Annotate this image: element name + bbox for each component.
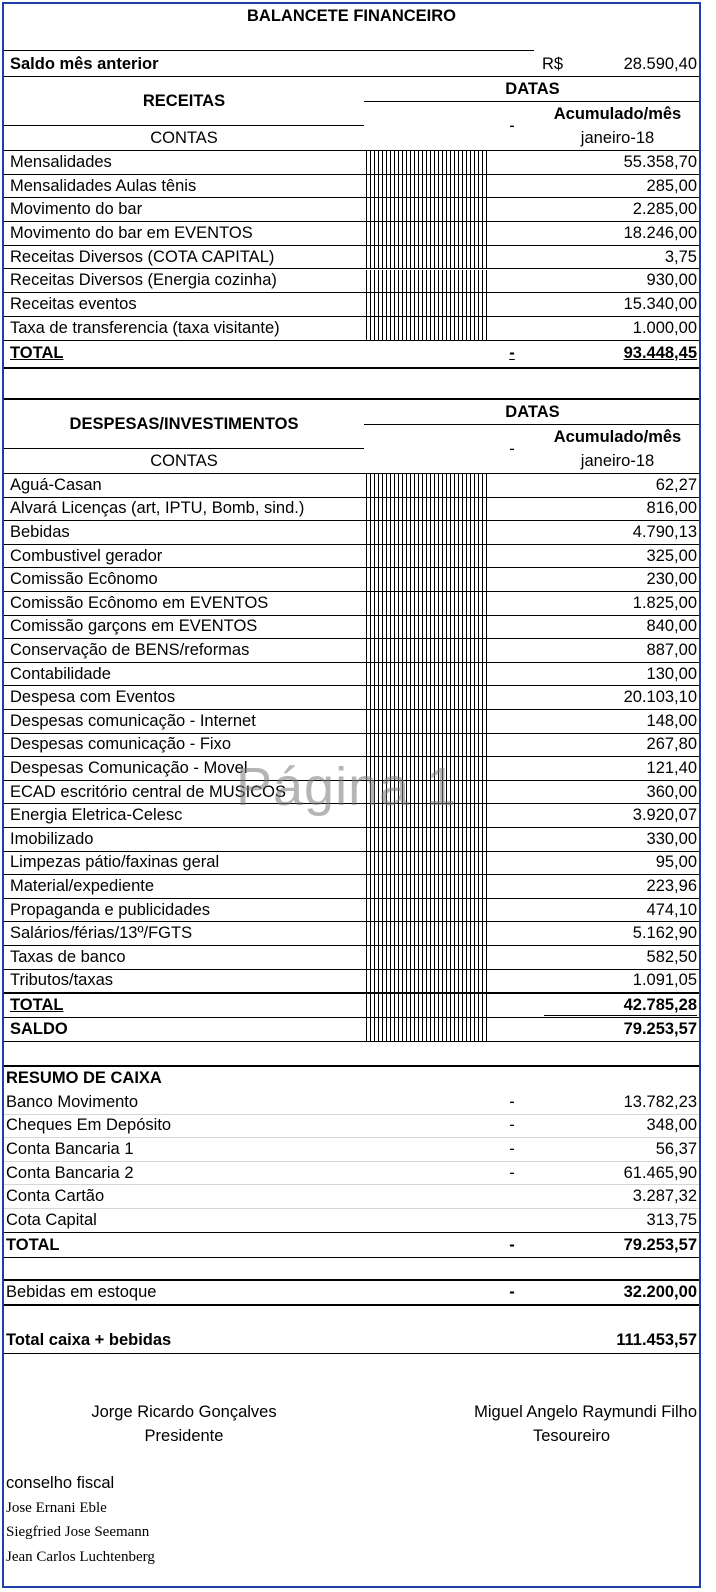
resumo-heading: RESUMO DE CAIXA: [6, 1069, 162, 1087]
conselho-heading: conselho fiscal: [6, 1473, 115, 1492]
despesa-row: [4, 545, 699, 569]
despesa-value: 887,00: [646, 640, 697, 659]
estoque-row: [4, 1281, 699, 1304]
despesa-label: Salários/férias/13º/FGTS: [10, 924, 193, 943]
despesa-label: Imobilizado: [10, 829, 94, 848]
despesa-label: Bebidas: [10, 522, 70, 541]
despesa-value: 5.162,90: [632, 924, 697, 943]
datas-hatch-cell: [366, 222, 488, 245]
despesa-value: 582,50: [646, 947, 697, 966]
datas-hatch-cell: [366, 828, 488, 851]
receita-label: Mensalidades: [10, 152, 112, 171]
despesa-row: [4, 521, 699, 545]
despesa-label: Despesas comunicação - Fixo: [10, 735, 232, 754]
despesa-value: 223,96: [646, 876, 697, 895]
resumo-row: [4, 1138, 699, 1162]
datas-hatch-cell: [366, 474, 488, 497]
despesa-label: Contabilidade: [10, 664, 111, 683]
receitas-total-dash: -: [509, 344, 515, 362]
datas-hatch-cell: [366, 545, 488, 568]
despesa-label: Aguá-Casan: [10, 475, 102, 494]
despesa-row: [4, 710, 699, 734]
resumo-label: Cheques Em Depósito: [6, 1116, 172, 1135]
receita-value: 2.285,00: [632, 200, 697, 219]
resumo-total-dash: -: [509, 1235, 515, 1254]
datas-hatch-cell: [366, 151, 488, 174]
despesas-contas-label: CONTAS: [150, 451, 218, 470]
conselho-member-row: [4, 1521, 699, 1546]
receita-row: [4, 175, 699, 199]
datas-hatch-cell: [366, 922, 488, 945]
resumo-row: [4, 1162, 699, 1186]
datas-hatch-cell: [366, 875, 488, 898]
resumo-row: [4, 1115, 699, 1139]
total-geral-label: Total caixa + bebidas: [6, 1330, 172, 1349]
despesa-row: [4, 474, 699, 498]
receita-value: 930,00: [646, 271, 697, 290]
despesa-label: Material/expediente: [10, 876, 155, 895]
tesoureiro-name: Miguel Angelo Raymundi Filho: [474, 1402, 697, 1421]
despesa-row: [4, 875, 699, 899]
receita-row: [4, 246, 699, 270]
despesas-heading: DESPESAS/INVESTIMENTOS: [69, 414, 299, 433]
despesa-value: 360,00: [646, 782, 697, 801]
datas-hatch-cell: [366, 270, 488, 293]
despesa-label: Tributos/taxas: [10, 971, 114, 990]
despesas-acumulado-label: Acumulado/mês: [553, 427, 682, 446]
receita-row: [4, 222, 699, 246]
despesa-row: [4, 639, 699, 663]
estoque-label: Bebidas em estoque: [6, 1283, 157, 1301]
signature-roles-row: [4, 1424, 699, 1448]
despesa-value: 148,00: [646, 711, 697, 730]
resumo-label: Banco Movimento: [6, 1092, 139, 1111]
despesa-label: Alvará Licenças (art, IPTU, Bomb, sind.): [10, 499, 305, 518]
despesa-label: Despesa com Eventos: [10, 688, 176, 707]
despesa-row: [4, 899, 699, 923]
receita-row: [4, 317, 699, 341]
title-row: [4, 4, 699, 28]
receita-value: 15.340,00: [623, 295, 697, 314]
despesa-row: [4, 781, 699, 805]
despesa-value: 325,00: [646, 546, 697, 565]
receita-row: [4, 151, 699, 175]
datas-hatch-cell: [366, 616, 488, 639]
resumo-value: 3.287,32: [632, 1187, 697, 1206]
presidente-role: Presidente: [144, 1426, 224, 1445]
conselho-member-name: Jean Carlos Luchtenberg: [6, 1548, 155, 1565]
datas-hatch-cell: [366, 175, 488, 198]
despesa-value: 840,00: [646, 617, 697, 636]
datas-hatch-cell: [366, 899, 488, 922]
datas-hatch-cell: [366, 946, 488, 969]
datas-hatch-cell: [366, 521, 488, 544]
resumo-dash: [490, 1185, 534, 1208]
resumo-dash: [490, 1209, 534, 1232]
resumo-label: Conta Bancaria 1: [6, 1139, 134, 1158]
despesa-row: [4, 663, 699, 687]
resumo-row: [4, 1091, 699, 1115]
datas-hatch-cell: [366, 198, 488, 221]
total-geral-value: 111.453,57: [616, 1330, 697, 1349]
receita-label: Receitas Diversos (Energia cozinha): [10, 271, 277, 290]
receitas-heading: RECEITAS: [142, 91, 226, 110]
datas-hatch-cell: [366, 246, 488, 269]
despesas-dash: -: [509, 439, 515, 458]
despesa-label: Combustivel gerador: [10, 546, 163, 565]
total-geral-row: [4, 1328, 699, 1352]
despesa-value: 230,00: [646, 570, 697, 589]
saldo-anterior-label: Saldo mês anterior: [10, 54, 159, 73]
receita-label: Taxa de transferencia (taxa visitante): [10, 318, 280, 337]
balancete-sheet: [2, 2, 701, 1588]
despesa-row: [4, 970, 699, 994]
despesa-row: [4, 757, 699, 781]
conselho-member-name: Siegfried Jose Seemann: [6, 1524, 150, 1541]
despesa-value: 330,00: [646, 829, 697, 848]
datas-hatch-cell: [366, 781, 488, 804]
signature-names-row: [4, 1400, 699, 1424]
despesa-row: [4, 616, 699, 640]
receita-row: [4, 293, 699, 317]
resumo-value: 61.465,90: [623, 1163, 697, 1182]
resumo-row: [4, 1209, 699, 1233]
despesas-month-label: janeiro-18: [580, 451, 655, 470]
resumo-value: 313,75: [646, 1210, 697, 1229]
resumo-value: 348,00: [646, 1116, 697, 1135]
despesa-value: 4.790,13: [632, 522, 697, 541]
resumo-label: Cota Capital: [6, 1210, 97, 1229]
receita-value: 3,75: [664, 247, 697, 266]
receitas-total-label: TOTAL: [10, 344, 64, 362]
resumo-total-label: TOTAL: [6, 1235, 60, 1254]
despesa-value: 95,00: [655, 853, 697, 872]
despesa-row: [4, 592, 699, 616]
despesa-row: [4, 498, 699, 522]
despesa-row: [4, 922, 699, 946]
datas-hatch-cell: [366, 498, 488, 521]
despesa-label: Taxas de banco: [10, 947, 126, 966]
datas-hatch-cell: [366, 1018, 488, 1041]
despesa-value: 816,00: [646, 499, 697, 518]
datas-hatch-cell: [366, 757, 488, 780]
receita-label: Movimento do bar em EVENTOS: [10, 223, 253, 242]
resumo-dash: -: [509, 1116, 515, 1135]
receitas-month-label: janeiro-18: [580, 128, 655, 147]
presidente-name: Jorge Ricardo Gonçalves: [91, 1402, 277, 1421]
receita-label: Movimento do bar: [10, 200, 143, 219]
saldo-anterior-row: [4, 52, 699, 76]
resumo-dash: -: [509, 1139, 515, 1158]
despesa-label: Energia Eletrica-Celesc: [10, 806, 183, 825]
despesa-label: Propaganda e publicidades: [10, 900, 210, 919]
despesa-value: 130,00: [646, 664, 697, 683]
despesa-label: Conservação de BENS/reformas: [10, 640, 250, 659]
despesa-label: Comissão garçons em EVENTOS: [10, 617, 258, 636]
resumo-heading-row: [4, 1067, 699, 1090]
despesa-value: 474,10: [646, 900, 697, 919]
receita-value: 55.358,70: [623, 152, 697, 171]
receita-row: [4, 270, 699, 294]
resumo-total-value: 79.253,57: [623, 1235, 697, 1254]
conselho-heading-row: [4, 1471, 699, 1495]
resumo-total-row: [4, 1233, 699, 1257]
despesa-value: 20.103,10: [623, 688, 697, 707]
receitas-acumulado-label: Acumulado/mês: [553, 104, 682, 123]
despesas-datas-label: DATAS: [505, 402, 560, 421]
datas-hatch-cell: [366, 710, 488, 733]
resumo-dash: -: [509, 1163, 515, 1182]
datas-hatch-cell: [366, 592, 488, 615]
page-title: BALANCETE FINANCEIRO: [247, 6, 456, 25]
datas-hatch-cell: [366, 734, 488, 757]
conselho-member-row: [4, 1496, 699, 1521]
despesa-label: Despesas Comunicação - Movel: [10, 758, 248, 777]
page-watermark: Página 1: [236, 757, 458, 817]
datas-hatch-cell: [366, 317, 488, 340]
datas-hatch-cell: [366, 852, 488, 875]
datas-hatch-cell: [366, 804, 488, 827]
datas-hatch-cell: [366, 970, 488, 993]
receita-label: Receitas Diversos (COTA CAPITAL): [10, 247, 275, 266]
datas-hatch-cell: [366, 686, 488, 709]
despesa-row: [4, 946, 699, 970]
datas-hatch-cell: [366, 568, 488, 591]
receita-value: 18.246,00: [623, 223, 697, 242]
receita-value: 285,00: [646, 176, 697, 195]
receitas-total-row: [4, 341, 699, 366]
saldo-anterior-value: 28.590,40: [623, 54, 697, 73]
receita-label: Receitas eventos: [10, 295, 137, 314]
resumo-value: 13.782,23: [623, 1092, 697, 1111]
despesa-row: [4, 568, 699, 592]
datas-hatch-cell: [366, 994, 488, 1017]
datas-hatch-cell: [366, 639, 488, 662]
despesa-row: [4, 686, 699, 710]
resumo-dash: -: [509, 1092, 515, 1111]
despesas-total-row: [4, 994, 699, 1017]
datas-hatch-cell: [366, 663, 488, 686]
estoque-value: 32.200,00: [623, 1283, 697, 1301]
despesa-value: 1.091,05: [632, 971, 697, 990]
receitas-total-value: 93.448,45: [623, 344, 697, 362]
despesa-value: 3.920,07: [632, 806, 697, 825]
estoque-dash: -: [509, 1283, 515, 1301]
receita-row: [4, 198, 699, 222]
conselho-member-name: Jose Ernani Eble: [6, 1499, 107, 1516]
receitas-contas-label: CONTAS: [150, 128, 218, 147]
despesa-value: 62,27: [655, 475, 697, 494]
conselho-member-row: [4, 1545, 699, 1570]
saldo-value: 79.253,57: [623, 1020, 697, 1038]
saldo-row: [4, 1018, 699, 1041]
despesa-label: Despesas comunicação - Internet: [10, 711, 256, 730]
despesa-row: [4, 804, 699, 828]
despesa-row: [4, 852, 699, 876]
saldo-label: SALDO: [10, 1020, 68, 1038]
despesa-label: Comissão Ecônomo: [10, 570, 158, 589]
receita-label: Mensalidades Aulas tênis: [10, 176, 197, 195]
receitas-dash: -: [509, 116, 515, 135]
resumo-label: Conta Bancaria 2: [6, 1163, 134, 1182]
receita-value: 1.000,00: [632, 318, 697, 337]
despesa-label: Comissão Ecônomo em EVENTOS: [10, 593, 269, 612]
resumo-row: [4, 1185, 699, 1209]
currency-label: R$: [542, 54, 564, 73]
despesa-value: 1.825,00: [632, 593, 697, 612]
despesa-label: Limpezas pátio/faxinas geral: [10, 853, 220, 872]
tesoureiro-role: Tesoureiro: [532, 1426, 611, 1445]
resumo-label: Conta Cartão: [6, 1187, 105, 1206]
receitas-datas-label: DATAS: [505, 79, 560, 98]
despesa-row: [4, 828, 699, 852]
despesa-row: [4, 734, 699, 758]
despesas-total-value: 42.785,28: [623, 996, 697, 1014]
despesa-value: 267,80: [646, 735, 697, 754]
despesa-label: ECAD escritório central de MUSICOS: [10, 782, 286, 801]
resumo-value: 56,37: [655, 1139, 697, 1158]
despesas-total-label: TOTAL: [10, 996, 64, 1014]
despesa-value: 121,40: [646, 758, 697, 777]
datas-hatch-cell: [366, 293, 488, 316]
